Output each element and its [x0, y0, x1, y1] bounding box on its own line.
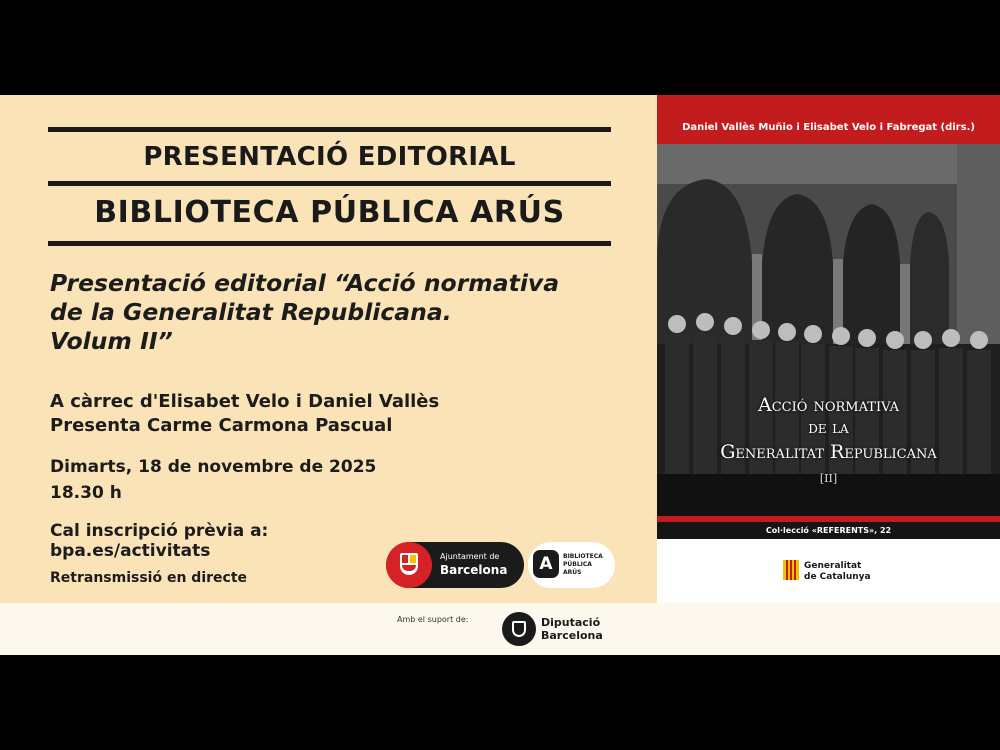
ajuntament-line-2: Barcelona [440, 563, 508, 577]
event-time: 18.30 h [50, 483, 122, 503]
book-authors: Daniel Vallès Muñio i Elisabet Velo i Fabregat (dirs.) [682, 122, 975, 133]
book-cover [657, 95, 1000, 603]
registration-url[interactable]: bpa.es/activitats [50, 541, 211, 561]
header-line-1: PRESENTACIÓ EDITORIAL [143, 142, 516, 172]
biblioteca-letter: A [539, 554, 553, 574]
header-rule-top [48, 127, 611, 132]
book-title-line-2: de la [808, 418, 849, 438]
event-poster [0, 95, 1000, 655]
support-label: Amb el suport de: [397, 615, 469, 624]
header-rule-bottom [48, 241, 611, 246]
event-title-line: de la Generalitat Republicana. [50, 298, 452, 326]
book-volume: [II] [819, 472, 838, 485]
diputacio-line-1: Diputació [541, 616, 601, 629]
barcelona-shield-icon [386, 542, 432, 588]
biblioteca-line-3: ARÚS [563, 569, 582, 576]
event-date: Dimarts, 18 de novembre de 2025 [50, 457, 377, 477]
event-title-line: Volum II” [50, 327, 173, 355]
book-title-line-3: Generalitat Republicana [720, 441, 937, 463]
biblioteca-line-1: BIBLIOTECA [563, 553, 603, 560]
header-rule-middle [48, 181, 611, 186]
book-collection: Col·lecció «REFERENTS», 22 [657, 522, 1000, 539]
ajuntament-line-1: Ajuntament de [440, 552, 500, 561]
biblioteca-line-2: PÚBLICA [563, 561, 592, 568]
registration-label: Cal inscripció prèvia a: [50, 521, 269, 541]
event-speakers: A càrrec d'Elisabet Velo i Daniel Vallès [50, 391, 440, 412]
support-strip [0, 603, 1000, 655]
publisher-line-1: Generalitat [804, 561, 862, 571]
diputacio-line-2: Barcelona [541, 629, 603, 642]
book-cover-photo [657, 144, 1000, 516]
diputacio-icon [502, 612, 536, 646]
header-line-2: BIBLIOTECA PÚBLICA ARÚS [94, 195, 565, 230]
book-cover-header [657, 95, 1000, 144]
publisher-line-2: de Catalunya [804, 572, 871, 582]
event-title [50, 269, 620, 356]
event-presenter: Presenta Carme Carmona Pascual [50, 415, 393, 436]
biblioteca-aruss-logo [528, 542, 615, 588]
book-title-line-1: Acció normativa [758, 394, 899, 416]
stream-note: Retransmissió en directe [50, 570, 248, 586]
biblioteca-a-icon [533, 550, 559, 578]
ajuntament-logo [386, 542, 524, 588]
event-title-line: Presentació editorial “Acció normativa [50, 269, 560, 297]
generalitat-emblem-icon [783, 560, 799, 580]
